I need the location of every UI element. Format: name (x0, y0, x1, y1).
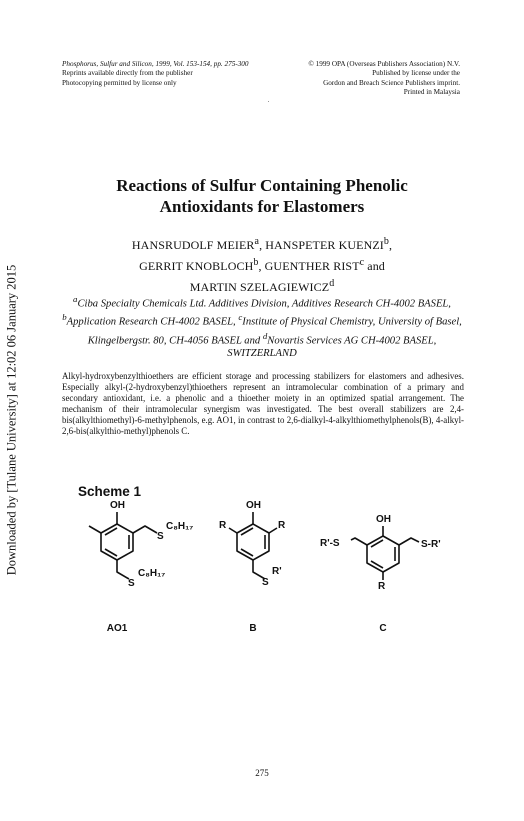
author-sup: d (329, 278, 335, 289)
caption-ao1: AO1 (106, 623, 128, 634)
affil-sup: b (62, 312, 67, 323)
ao1-c8h17-label-2: C₈H₁₇ (138, 568, 166, 579)
author-sup: c (359, 257, 365, 268)
author-name: GERRIT KNOBLOCH (139, 259, 254, 273)
author-sup: a (254, 236, 260, 247)
imprint-line: Gordon and Breach Science Publishers imprint. (323, 78, 460, 87)
ao1-c8h17-label-1: C₈H₁₇ (166, 521, 194, 532)
affiliation-d: Novartis Services AG CH-4002 BASEL, SWITZERLAND (227, 335, 437, 359)
author-conjunction: and (367, 259, 385, 273)
b-r-label-left: R (219, 520, 227, 531)
author-name: HANSRUDOLF MEIER (131, 238, 255, 252)
b-s-label: S (262, 577, 269, 588)
caption-b: B (249, 623, 257, 634)
b-r-label-right: R (278, 520, 286, 531)
author-name: HANSPETER KUENZI (265, 238, 384, 252)
journal-citation: Phosphorus, Sulfur and Silicon, 1999, Vol. 153-154, pp. 275-300 (62, 60, 249, 68)
scheme-title: Scheme 1 (78, 484, 142, 499)
title-line-2: Antioxidants for Elastomers (159, 197, 365, 216)
author-name: GUENTHER RIST (264, 259, 360, 273)
reprints-note: Reprints available directly from the publisher (62, 69, 193, 78)
affiliation-a: Ciba Specialty Chemicals Ltd. Additives Division, Additives Research CH-4002 BASEL, (77, 298, 451, 310)
download-stamp-text: Downloaded by [Tulane University] at 12:02 06 January 2015 (4, 264, 19, 576)
title-line-1: Reactions of Sulfur Containing Phenolic (116, 176, 408, 195)
c-sr-label: S-R' (421, 539, 441, 550)
page-number: 275 (255, 768, 269, 778)
b-ring (229, 512, 277, 579)
ao1-s-label-2: S (128, 578, 135, 589)
photocopy-note: Photocopying permitted by license only (62, 78, 177, 87)
abstract: Alkyl-hydroxybenzylthioethers are efficient storage and processing stabilizers for elastomers and adhesives. Especially alkyl-(2-hydroxybenzyl)thioethers represent an intramolecular combination of a primary and secondary antioxidant, i.e. a phenolic and a thioether moiety in an optimized spatial arrangement. The mechanism of their intramolecular synergism was investigated. The best overall stabilizers are 2,4-bis(alkylthiomethyl)-6-methylphenols, e.g. AO1, in contrast to 2,6-dialkyl-4-alkylthiomethylphenols(B), 4-alkyl-2,6-bis(alkylthio-methyl)phenols C. (62, 371, 464, 436)
author-list: HANSRUDOLF MEIER$^a$, HANSPETER KUENZI$^b$, GERRIT KNOBLOCH$^b$, GUENTHER RIST$^c$ and MARTIN SZELAGIEWICZ$^d$ (131, 236, 393, 294)
c-rs-label: R'-S (320, 538, 340, 549)
caption-c: C (379, 623, 387, 634)
affil-sup: c (238, 312, 243, 323)
c-oh-label: OH (376, 514, 391, 525)
affil-sup: d (262, 330, 268, 341)
ao1-s-label-1: S (157, 531, 164, 542)
license-line: Published by license under the (372, 69, 460, 78)
c-ring (351, 526, 419, 580)
printed-line: Printed in Malaysia (403, 87, 460, 96)
author-name: MARTIN SZELAGIEWICZ (189, 280, 330, 294)
b-oh-label: OH (246, 500, 261, 511)
ao1-oh-label: OH (110, 500, 125, 511)
author-sup: b (383, 236, 389, 247)
affiliation-c: Institute of Physical Chemistry, University of Basel, Klingelbergstr. 80, CH-4056 BASEL and (87, 316, 462, 347)
author-sup: b (253, 257, 259, 268)
affil-sup: a (73, 294, 78, 304)
b-r-prime-label: R' (272, 566, 282, 577)
c-r-label: R (378, 581, 386, 592)
copyright-line: © 1999 OPA (Overseas Publishers Association) N.V. (308, 60, 460, 68)
affiliation-b: Application Research CH-4002 BASEL, (66, 316, 236, 328)
